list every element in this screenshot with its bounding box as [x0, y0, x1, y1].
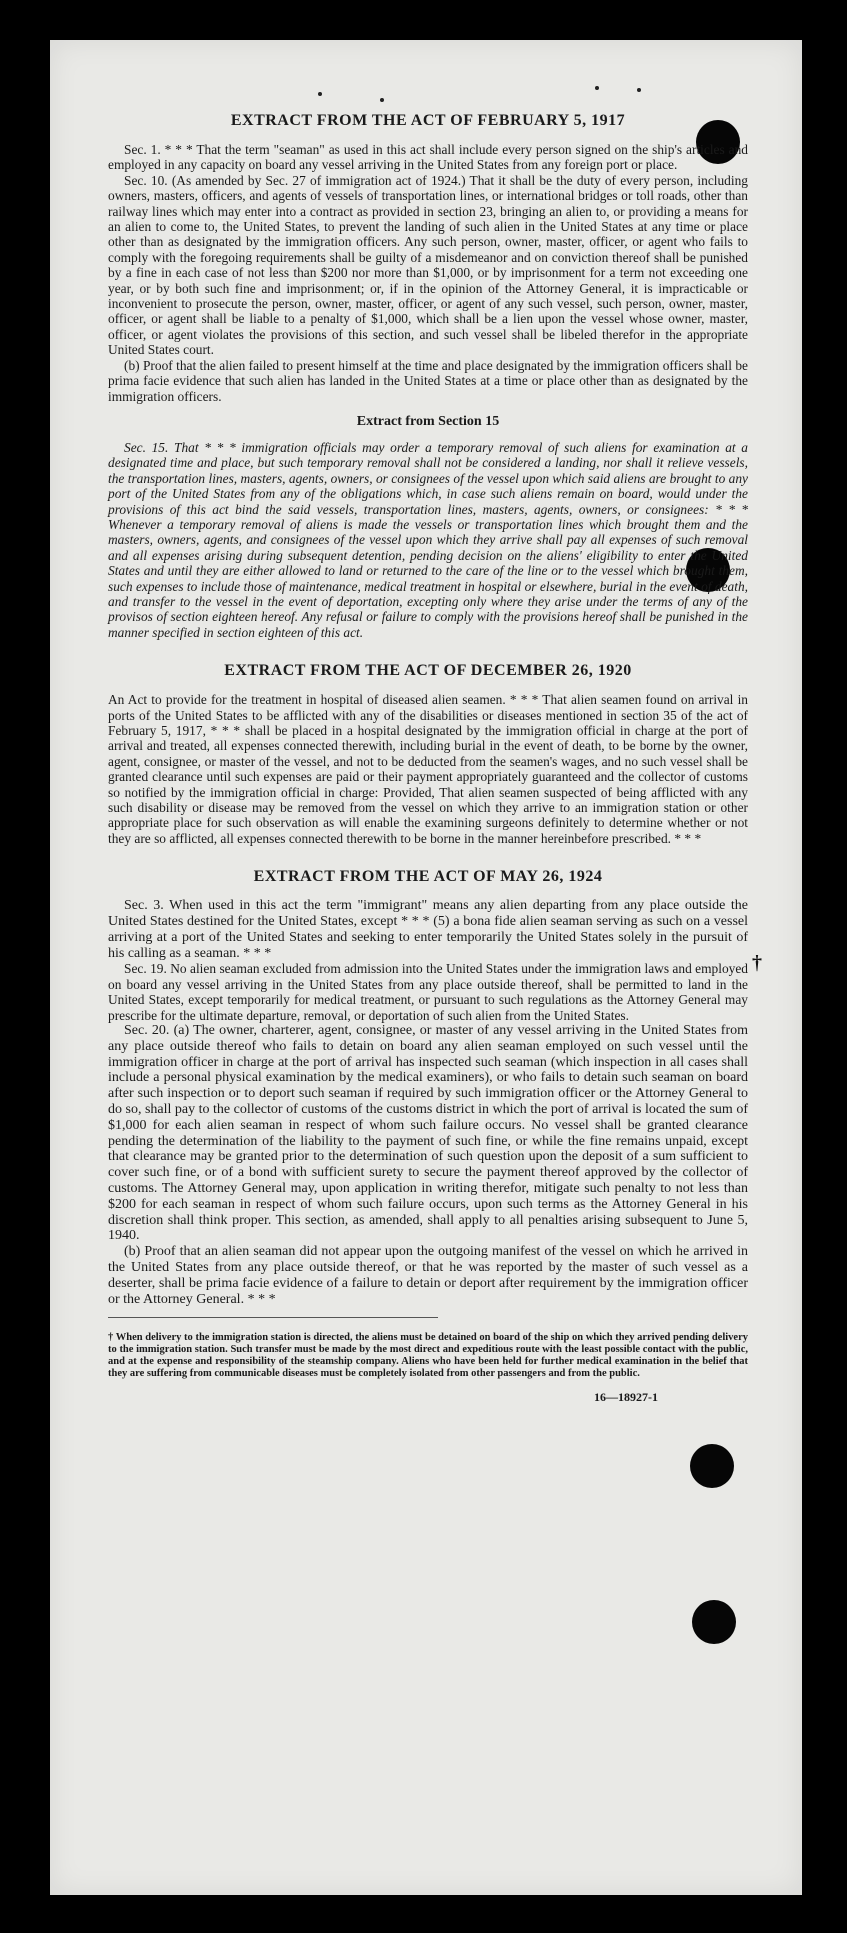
- speck-1: [318, 92, 322, 96]
- paragraph-sec-20-b: (b) Proof that an alien seaman did not appear upon the outgoing manifest of the vessel on which he arrived in the United States from any place outside thereof, or that he was reported by the master of such vessel as a deserter, shall be prima facie evidence of a failure to detain or deport after requirement by the immigration officer or the Attorney General. * * *: [108, 1244, 748, 1307]
- speck-2: [595, 86, 599, 90]
- paragraph-sec-15: Sec. 15. That * * * immigration officials may order a temporary removal of such aliens for examination at a designated time and place, but such temporary removal shall not be considered a landing, nor shall it relieve vessels, the transportation lines, masters, agents, owners, or consignees of the vessel upon which said aliens are brought to any port of the United States from any of the obligations which, in case such aliens remain on board, would under the provisions of this act bind the said vessels, transportation lines, masters, agents, owners, or consignees: * * * Whenever a temporary removal of aliens is made the vessels or transportation lines which brought them and the masters, owners, agents, and consignees of the vessel upon which they arrive shall pay all expenses of such removal and all expenses arising during subsequent detention, pending decision on the aliens' eligibility to enter the United States and until they are either allowed to land or returned to the care of the line or to the vessel which brought them, such expenses to include those of maintenance, medical treatment in hospital or elsewhere, burial in the event of death, and transfer to the vessel in the event of deportation, excepting only where they arise under the terms of any of the provisos of section eighteen hereof. Any refusal or failure to comply with the provisions hereof shall be punished in the manner specified in section eighteen of this act.: [108, 439, 748, 640]
- punch-hole-4: [692, 1600, 736, 1644]
- form-number: 16—18927-1: [594, 1390, 658, 1405]
- paragraph-act-1920: An Act to provide for the treatment in hospital of diseased alien seamen. * * * That alien seamen found on arrival in ports of the United States to be afflicted with any of the disabilities or diseases mentioned in section 35 of the act of February 5, 1917, * * * shall be placed in a hospital designated by the immigration official in charge at the port of arrival and treated, all expenses connected therewith, including burial in the event of death, to be borne by the owner, agent, consignee, or master of the vessel, and not to be deducted from the seamen's wages, and no such vessel shall be granted clearance until such expenses are paid or their payment appropriately guaranteed and the collector of customs so notified by the immigration official in charge: Provided, That alien seamen suspected of being afflicted with any such disability or disease may be removed from the vessel on which they arrive to an immigration station or other appropriate place for such observation as will enable the examining surgeons definitely to determine whether or not they are so afflicted, all expenses connected therewith to be borne in the manner hereinbefore prescribed. * * *: [108, 692, 748, 846]
- heading-act-1920: EXTRACT FROM THE ACT OF DECEMBER 26, 1920: [224, 662, 632, 680]
- margin-mark: †: [752, 952, 762, 974]
- punch-hole-3: [690, 1444, 734, 1488]
- speck-3: [637, 88, 641, 92]
- footnote-divider: [108, 1317, 438, 1318]
- paragraph-sec-19: Sec. 19. No alien seaman excluded from admission into the United States under the immigration laws and employed on board any vessel arriving in the United States from any place outside thereof, shall be permitted to land in the United States, except temporarily for medical treatment, or pursuant to such regulations as the Attorney General may prescribe for the ultimate departure, removal, or deportation of such alien from the United States.: [108, 961, 748, 1023]
- heading-act-1917: EXTRACT FROM THE ACT OF FEBRUARY 5, 1917: [230, 112, 626, 129]
- paragraph-sec-3: Sec. 3. When used in this act the term "immigrant" means any alien departing from any place outside the United States destined for the United States, except * * * (5) a bona fide alien seaman serving as such on a vessel arriving at a port of the United States and seeking to enter temporarily the United States solely in the pursuit of his calling as a seaman. * * *: [108, 898, 748, 961]
- document-content: [108, 112, 748, 1405]
- subheading-section-15: Extract from Section 15: [356, 413, 500, 429]
- heading-act-1924: EXTRACT FROM THE ACT OF MAY 26, 1924: [253, 868, 603, 886]
- footnote: † When delivery to the immigration station is directed, the aliens must be detained on board of the ship on which they arrived pending delivery to the immigration station. Such transfer must be made by the most direct and expeditious route with the least possible contact with the public, and at the expense and responsibility of the steamship company. Aliens who have been held for further medical examination in the belief that they are suffering from communicable diseases must be completely isolated from other passengers and from the public.: [108, 1332, 748, 1380]
- paragraph-sec-20-a: Sec. 20. (a) The owner, charterer, agent, consignee, or master of any vessel arriving in the United States from any place outside thereof who fails to detain on board any alien seaman employed on such vessel until the immigration officer in charge at the port of arrival has inspected such seaman (which inspection in all cases shall include a personal physical examination by the medical examiners), or who fails to detain such seaman on board after such inspection or to deport such seaman if required by such immigration officer or the Attorney General to do so, shall pay to the collector of customs of the customs district in which the port of arrival is located the sum of $1,000 for each alien seaman in respect of whom such failure occurs. No vessel shall be granted clearance pending the determination of the liability to the payment of such fine, or while the fine remains unpaid, except that clearance may be granted prior to the determination of such question upon the deposit of a sum sufficient to cover such fine, or of a bond with sufficient surety to secure the payment thereof approved by the collector of customs. The Attorney General may, upon application in writing therefor, mitigate such penalty to not less than $200 for each seaman in respect of whom such failure occurs, upon such terms as the Attorney General in his discretion shall think proper. This section, as amended, shall apply to all penalties arising subsequent to June 5, 1940.: [108, 1023, 748, 1244]
- paragraph-sec-10: Sec. 10. (As amended by Sec. 27 of immigration act of 1924.) That it shall be the duty of every person, including owners, masters, officers, and agents of vessels of transportation lines, or international bridges or toll roads, other than railway lines which may enter into a contract as provided in section 23, bringing an alien to, or providing a means for an alien to come to, the United States, to prevent the landing of such alien in the United States at any time or place other than as designated by the immigration officers. Any such person, owner, master, officer, or agent who fails to comply with the foregoing requirements shall be guilty of a misdemeanor and on conviction thereof shall be punished by a fine in each case of not less than $200 nor more than $1,000, or by imprisonment for a term not exceeding one year, or by both such fine and imprisonment; or, if in the opinion of the Attorney General, it is impracticable or inconvenient to prosecute the person, owner, master, officer, or agent of any such vessel, such person, owner, master, officer, or agent shall be liable to a penalty of $1,000, which shall be a lien upon the vessel whose owner, master, officer, or agent violates the provisions of this section, and such vessel shall be libeled therefor in the appropriate United States court.: [108, 172, 748, 358]
- paragraph-sec-10-b: (b) Proof that the alien failed to present himself at the time and place designated by the immigration officers shall be prima facie evidence that such alien has landed in the United States at a time or place other than as designated by the immigration officers.: [108, 357, 748, 404]
- speck-4: [380, 98, 384, 102]
- paragraph-sec-1: Sec. 1. * * * That the term "seaman" as used in this act shall include every person signed on the ship's articles and employed in any capacity on board any vessel arriving in the United States from any foreign port or place.: [108, 142, 748, 173]
